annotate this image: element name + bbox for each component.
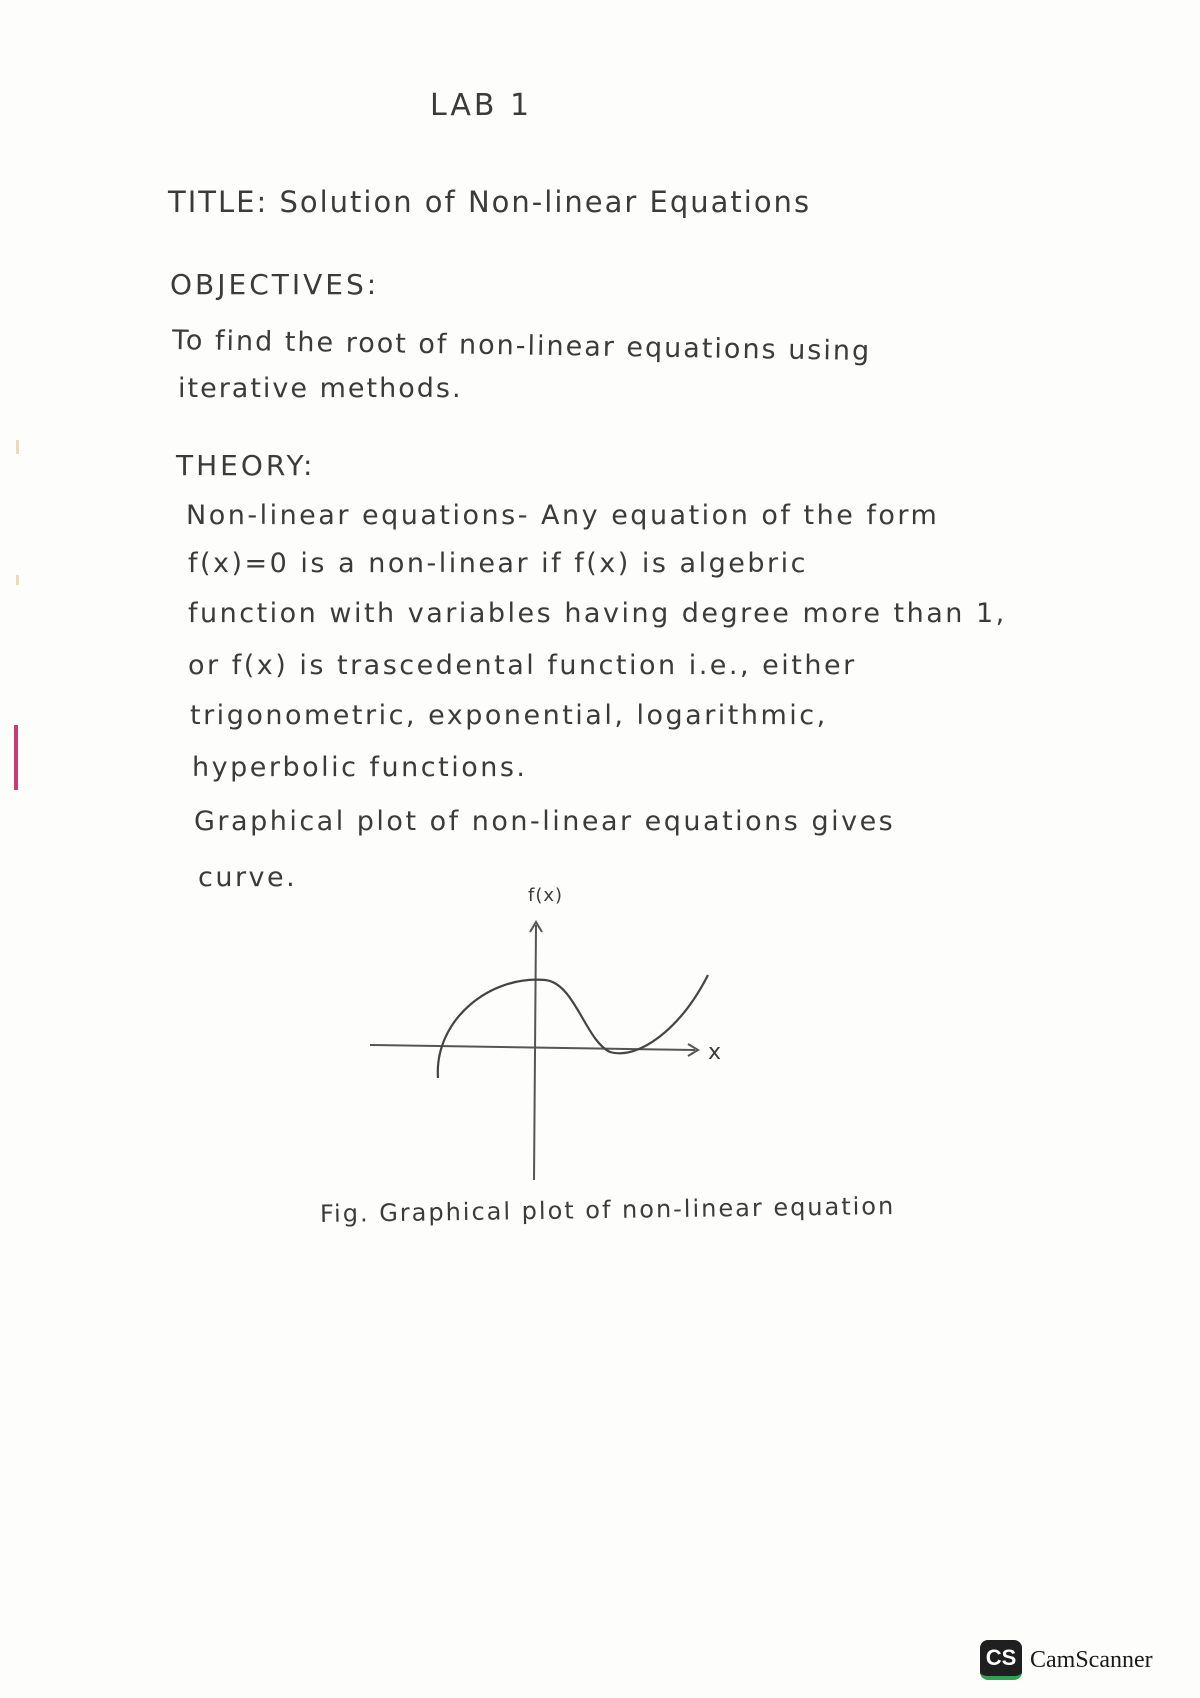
- theory-line: f(x)=0 is a non-linear if f(x) is algebric: [188, 548, 808, 579]
- y-axis-label: f(x): [528, 885, 564, 906]
- theory-line: curve.: [198, 862, 298, 893]
- theory-heading: THEORY:: [176, 449, 316, 482]
- function-curve: [438, 975, 708, 1078]
- x-axis-label: x: [708, 1040, 722, 1065]
- margin-speck: [16, 575, 19, 585]
- theory-line: hyperbolic functions.: [192, 752, 528, 783]
- lab-heading: LAB 1: [430, 88, 533, 123]
- objectives-line: To find the root of non-linear equations using: [171, 325, 872, 367]
- theory-line: function with variables having degree more than 1,: [188, 598, 1007, 629]
- camscanner-badge-icon: CS: [980, 1640, 1022, 1680]
- margin-speck: [16, 440, 19, 454]
- title-line: TITLE: Solution of Non-linear Equations: [168, 185, 812, 219]
- objectives-line: iterative methods.: [178, 373, 463, 404]
- objectives-heading: OBJECTIVES:: [170, 268, 380, 301]
- camscanner-watermark: [980, 1640, 1153, 1680]
- y-axis: [534, 925, 536, 1180]
- nonlinear-curve-sketch: [370, 880, 740, 1180]
- figure-caption: Fig. Graphical plot of non-linear equation: [319, 1191, 896, 1228]
- theory-line: trigonometric, exponential, logarithmic,: [190, 700, 828, 731]
- margin-highlight-mark: [14, 725, 18, 790]
- theory-line: Graphical plot of non-linear equations gives: [194, 806, 896, 837]
- theory-line: Non-linear equations- Any equation of the form: [186, 500, 940, 531]
- theory-line: or f(x) is trascedental function i.e., either: [188, 650, 857, 681]
- camscanner-text: CamScanner: [1030, 1646, 1153, 1673]
